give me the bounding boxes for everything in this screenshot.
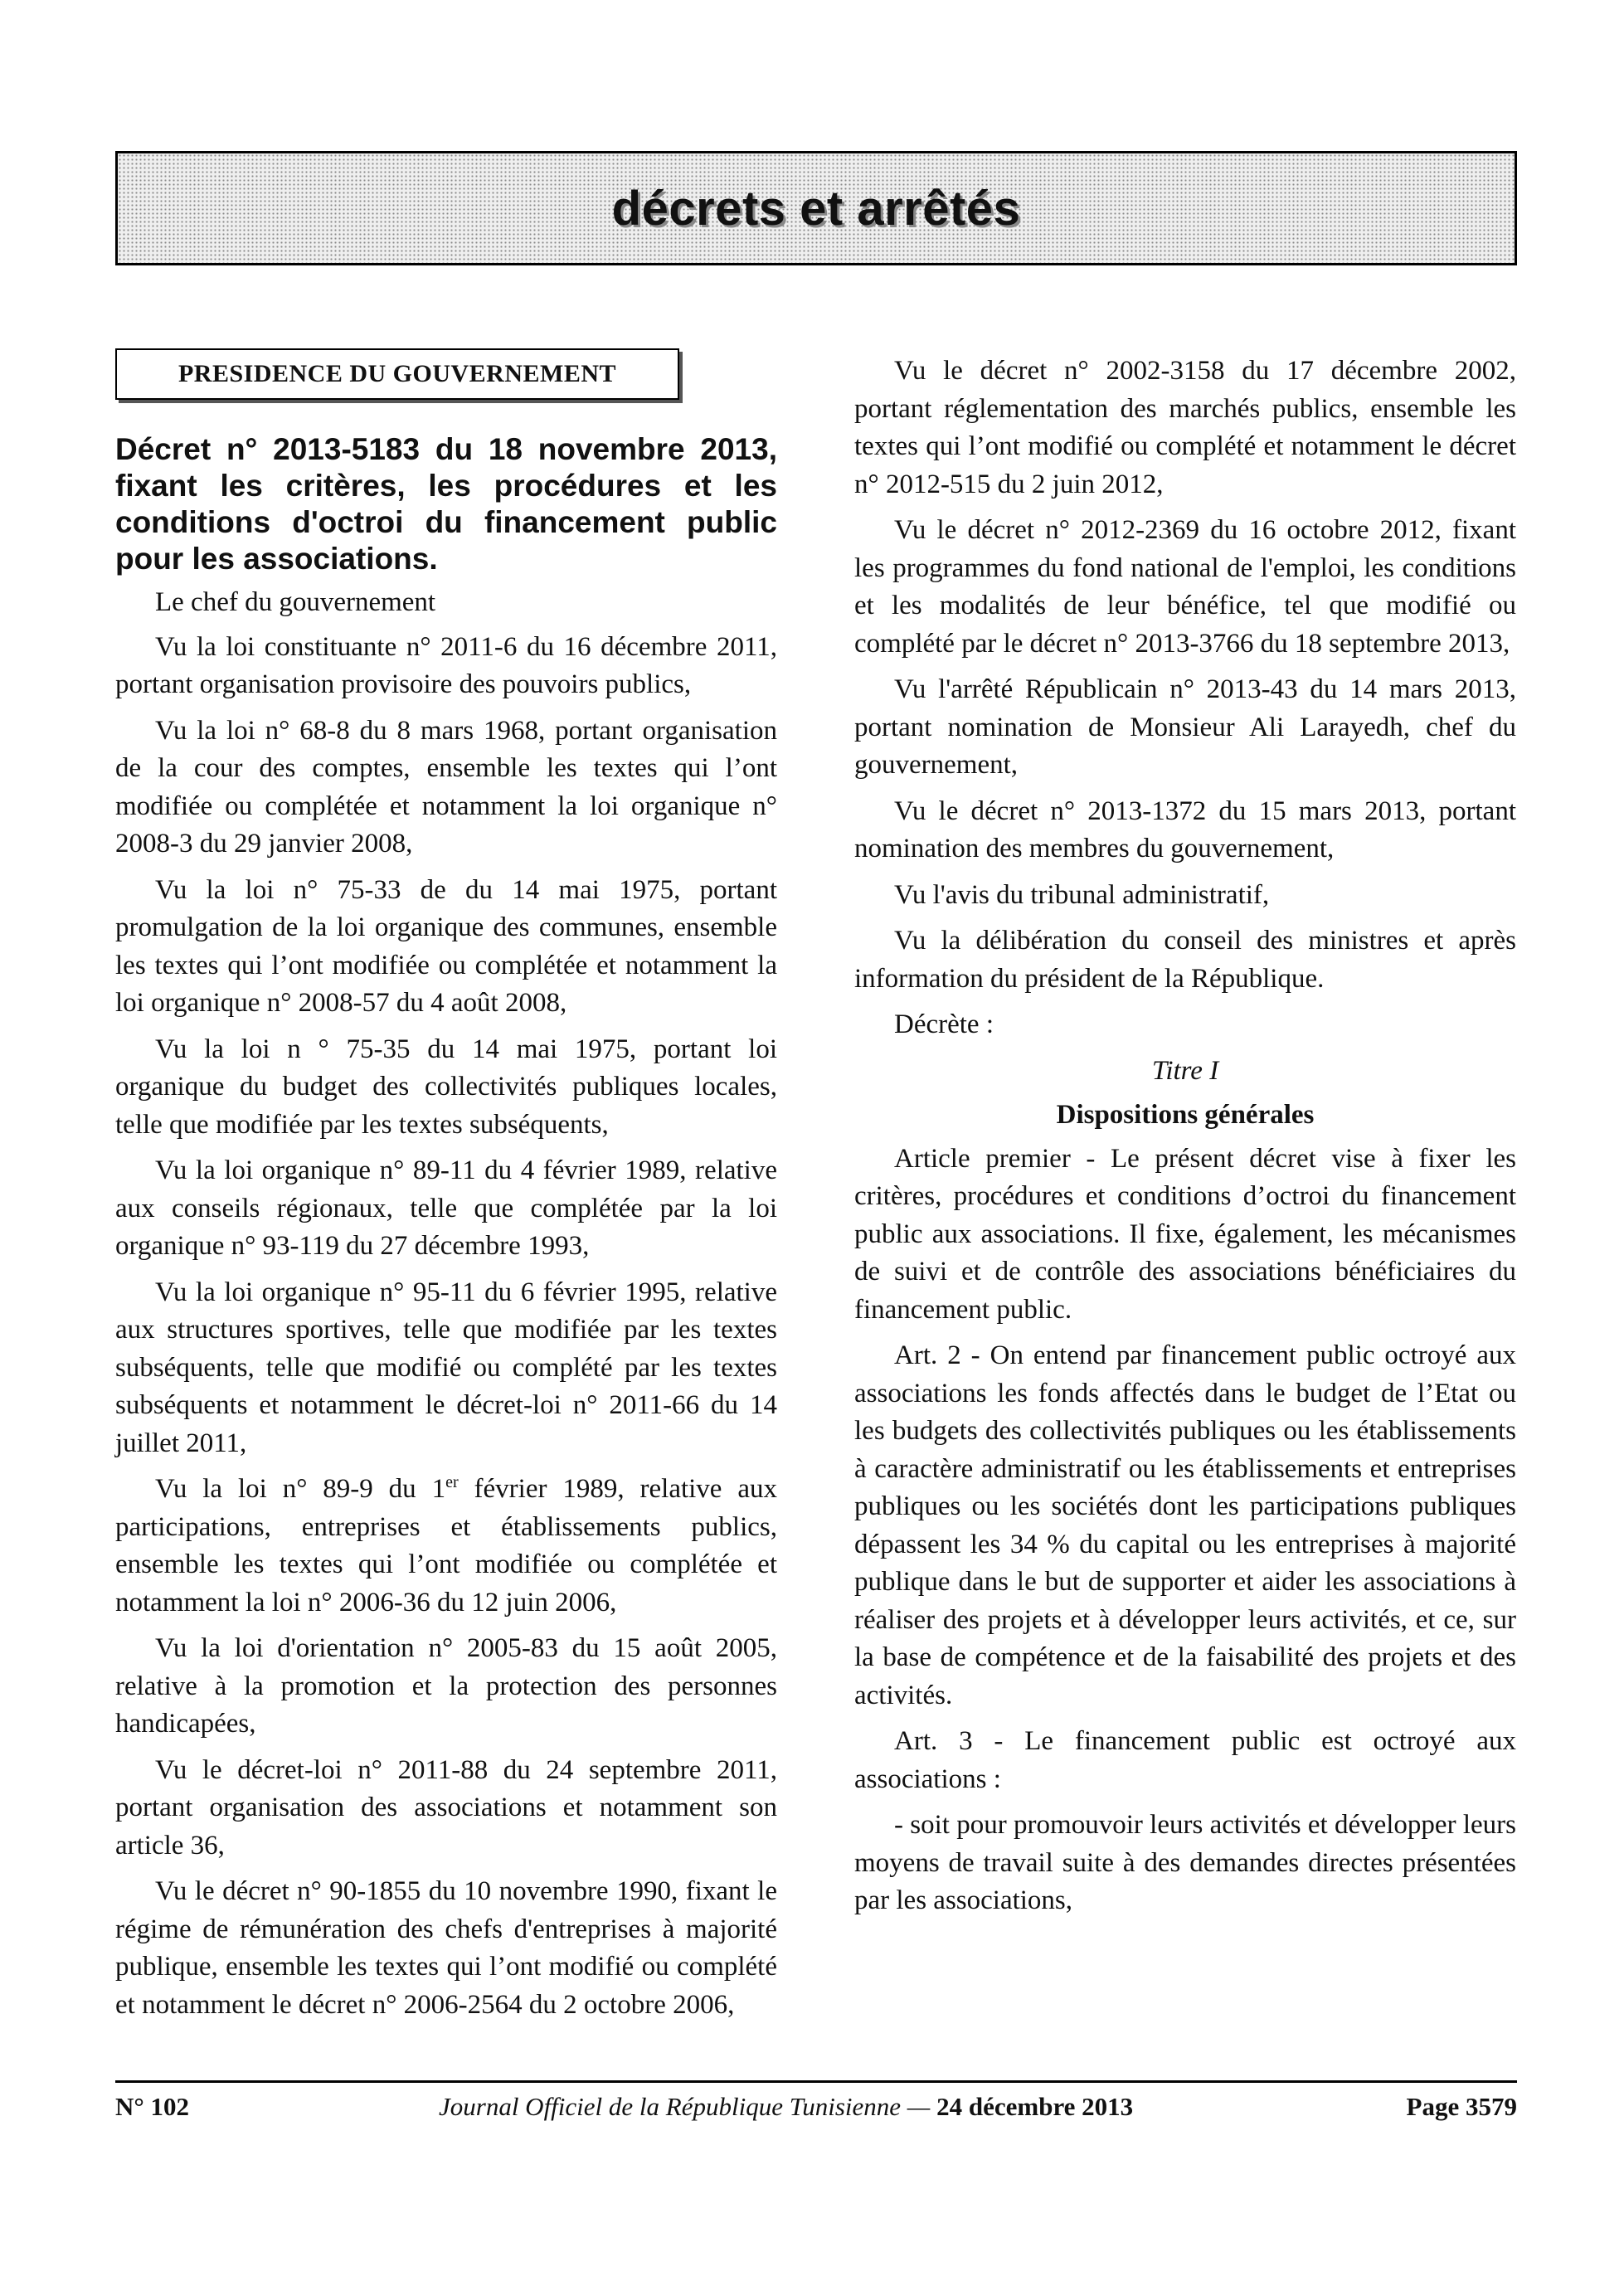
paragraph: Vu la loi constituante n° 2011-6 du 16 décembre 2011, portant organisation provisoire des pouvoirs publics, [115,631,777,699]
paragraph: Vu le décret n° 2002-3158 du 17 décembre 2002, portant réglementation des marchés publics, ensemble les textes qui l’ont modifié ou complété et notamment le décret n° 2012-515 du 2 juin 2012, [854,356,1516,499]
section-heading: Dispositions générales [1056,1099,1315,1130]
paragraph: Décrète : [894,1009,994,1039]
issue-number: N° 102 [115,2092,190,2121]
paragraph: Vu la loi n ° 75-35 du 14 mai 1975, portant loi organique du budget des collectivités publiques locales, telle que modifiée par les textes subséquents, [115,1034,777,1140]
paragraph-text: février 1989, relative aux participations, entreprises et établissements publics, ensemble les textes qui l’ont modifiée ou complétée et notamment la loi n° 2006-36 du 12 juin 2006, [115,1474,777,1617]
section-header-banner [115,151,1517,265]
footer-divider [115,2080,1517,2083]
paragraph: Vu la loi d'orientation n° 2005-83 du 15 août 2005, relative à la promotion et la protection des personnes handicapées, [115,1633,777,1739]
paragraph: - soit pour promouvoir leurs activités et développer leurs moyens de travail suite à des demandes directes présentées par les associations, [854,1810,1516,1915]
journal-title: Journal Officiel de la République Tunisienne — [439,2092,937,2121]
paragraph: Vu la loi organique n° 95-11 du 6 février 1995, relative aux structures sportives, telle que modifiée par les textes subséquents, telle que modifié ou complété par les textes subséquents et notamment le décret-loi n° 2011-66 du 14 juillet 2011, [115,1277,777,1458]
paragraph: Art. 2 - On entend par financement public octroyé aux associations les fonds affectés dans le budget de l’Etat ou les budgets des collectivités publiques ou les établissements à caractère administratif ou les établissements et entreprises publiques ou les sociétés dont les participations publiques dépassent les 34 % du capital ou les entreprises à majorité publique dans le but de supporter et aider les associations à réaliser des projets et à développer leurs activités, et ce, sur la base de compétence et de la faisabilité des projets et des activités. [854,1340,1516,1710]
left-column [115,348,777,2032]
journal-name [439,2092,1133,2122]
paragraph: Vu la loi n° 68-8 du 8 mars 1968, portant organisation de la cour des comptes, ensemble les textes qui l’ont modifiée ou complétée et notamment la loi organique n° 2008-3 du 29 janvier 2008, [115,715,777,859]
paragraph: Vu la loi organique n° 89-11 du 4 février 1989, relative aux conseils régionaux, telle que complétée par la loi organique n° 93-119 du 27 décembre 1993, [115,1155,777,1261]
issue-date: 24 décembre 2013 [936,2092,1134,2121]
paragraph [115,1471,777,1622]
paragraph: Vu le décret n° 90-1855 du 10 novembre 1990, fixant le régime de rémunération des chefs d'entreprises à majorité publique, ensemble les textes qui l’ont modifié ou complété et notamment le décret n° 2006-2564 du 2 octobre 2006, [115,1876,777,2020]
decree-title: Décret n° 2013-5183 du 18 novembre 2013, fixant les critères, les procédures et les conditions d'octroi du financement public pour les associations. [115,432,777,576]
paragraph: Vu l'arrêté Républicain n° 2013-43 du 14 mars 2013, portant nomination de Monsieur Ali Larayedh, chef du gouvernement, [854,674,1516,780]
ministry-label: PRESIDENCE DU GOUVERNEMENT [177,360,617,387]
paragraph: Vu la loi n° 75-33 de du 14 mai 1975, portant promulgation de la loi organique des communes, ensemble les textes qui l’ont modifiée ou complétée et notamment la loi organique n° 2008-57 du 4 août 2008, [115,874,777,1018]
paragraph: Le chef du gouvernement [155,587,436,617]
paragraph: Vu le décret-loi n° 2011-88 du 24 septembre 2011, portant organisation des associations et notamment son article 36, [115,1754,777,1861]
right-column [854,353,1516,1929]
paragraph: Art. 3 - Le financement public est octroyé aux associations : [854,1726,1516,1794]
page-number: Page 3579 [1406,2092,1517,2121]
ministry-box [115,348,679,400]
paragraph: Vu la délibération du conseil des ministres et après information du président de la République. [854,926,1516,994]
page-footer [115,2092,1517,2133]
paragraph: Article premier - Le présent décret vise à fixer les critères, procédures et conditions d’octroi du financement public aux associations. Il fixe, également, les mécanismes de suivi et de contrôle des associations bénéficiaires du financement public. [854,1143,1516,1325]
paragraph-text: Vu la loi n° 89-9 du 1 [155,1474,446,1504]
paragraph: Vu le décret n° 2012-2369 du 16 octobre 2012, fixant les programmes du fond national de l'emploi, les conditions et les modalités de leur bénéfice, tel que modifié ou complété par le décret n° 2013-3766 du 18 septembre 2013, [854,515,1516,659]
paragraph: Vu l'avis du tribunal administratif, [894,879,1270,910]
paragraph: Vu le décret n° 2013-1372 du 15 mars 2013, portant nomination des membres du gouvernement, [854,795,1516,863]
superscript: er [445,1473,459,1491]
title-heading: Titre I [1151,1055,1219,1086]
section-title: décrets et arrêtés [611,181,1021,236]
